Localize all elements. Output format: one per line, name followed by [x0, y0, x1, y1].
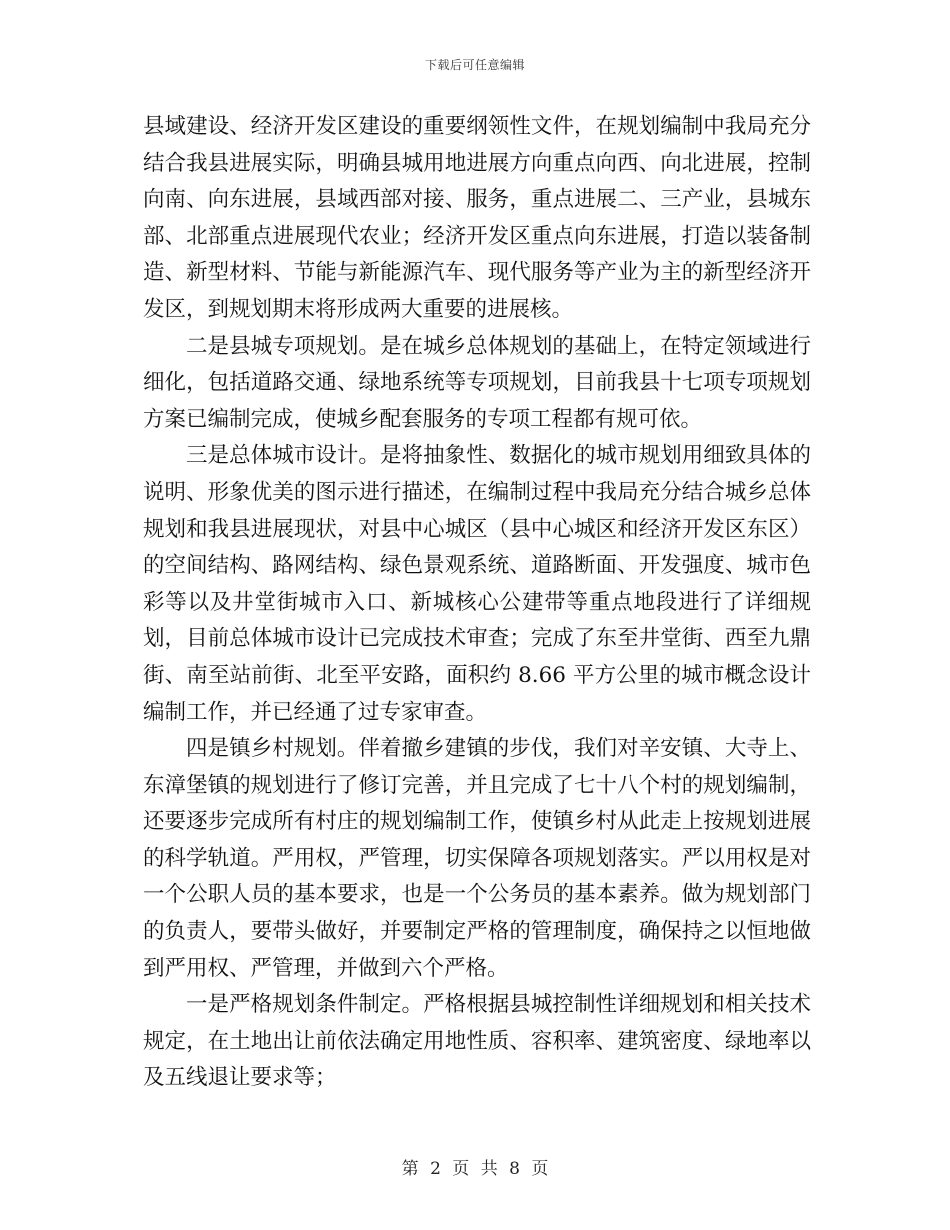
- paragraph: 一是严格规划条件制定。严格根据县城控制性详细规划和相关技术规定，在土地出让前依法确定用地性质、容积率、建筑密度、绿地率以及五线退让要求等；: [143, 992, 811, 1091]
- paragraph: 二是县城专项规划。是在城乡总体规划的基础上，在特定领域进行细化，包括道路交通、绿地系统等专项规划，目前我县十七项专项规划方案已编制完成，使城乡配套服务的专项工程都有规可依。: [143, 333, 811, 432]
- page-number-footer: 第 2 页 共 8 页: [401, 1159, 549, 1179]
- document-body: [143, 109, 811, 1097]
- paragraph: 四是镇乡村规划。伴着撤乡建镇的步伐，我们对辛安镇、大寺上、东漳堡镇的规划进行了修订完善，并且完成了七十八个村的规划编制，还要逐步完成所有村庄的规划编制工作，使镇乡村从此走上按规划进展的科学轨道。严用权，严管理，切实保障各项规划落实。严以用权是对一个公职人员的基本要求，也是一个公务员的基本素养。做为规划部门的负责人，要带头做好，并要制定严格的管理制度，确保持之以恒地做到严用权、严管理，并做到六个严格。: [143, 736, 811, 981]
- paragraph: 三是总体城市设计。是将抽象性、数据化的城市规划用细致具体的说明、形象优美的图示进行描述，在编制过程中我局充分结合城乡总体规划和我县进展现状，对县中心城区（县中心城区和经济开发区东区）的空间结构、路网结构、绿色景观系统、道路断面、开发强度、城市色彩等以及井堂街城市入口、新城核心公建带等重点地段进行了详细规划，目前总体城市设计已完成技术审查；完成了东至井堂街、西至九鼎街、南至站前街、北至平安路，面积约 8.66 平方公里的城市概念设计编制工作，并已经通了过专家审查。: [143, 443, 811, 725]
- paragraph: 县域建设、经济开发区建设的重要纲领性文件，在规划编制中我局充分结合我县进展实际，明确县城用地进展方向重点向西、向北进展，控制向南、向东进展，县域西部对接、服务，重点进展二、三产业，县城东部、北部重点进展现代农业；经济开发区重点向东进展，打造以装备制造、新型材料、节能与新能源汽车、现代服务等产业为主的新型经济开发区，到规划期末将形成两大重要的进展核。: [143, 114, 811, 322]
- page-header: 下载后可任意编辑: [424, 58, 525, 72]
